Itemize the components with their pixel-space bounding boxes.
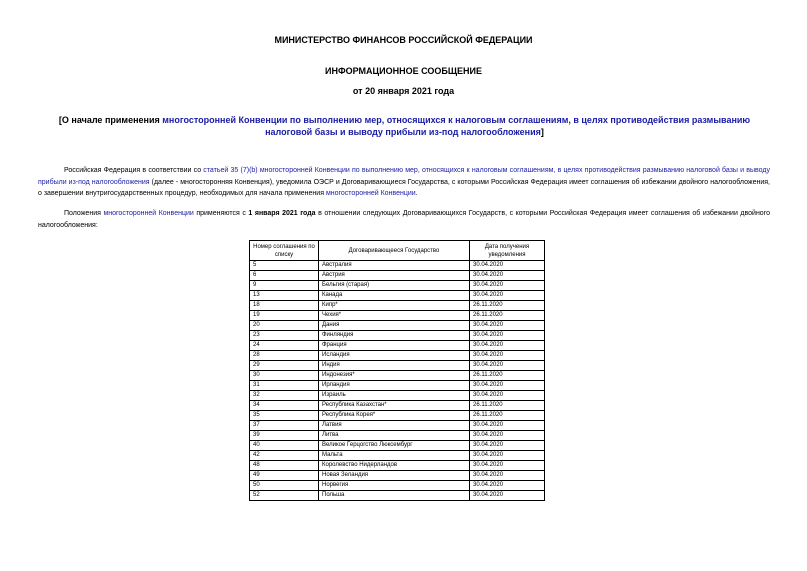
cell-agreement-number: 34 (250, 401, 319, 411)
cell-contracting-state: Австралия (319, 261, 470, 271)
cell-notification-date: 30.04.2020 (470, 361, 545, 371)
cell-contracting-state: Австрия (319, 271, 470, 281)
cell-contracting-state: Чехия* (319, 311, 470, 321)
table-row (250, 341, 545, 351)
table-row (250, 461, 545, 471)
table-row (250, 391, 545, 401)
table-row (250, 361, 545, 371)
cell-notification-date: 30.04.2020 (470, 481, 545, 491)
cell-contracting-state: Дания (319, 321, 470, 331)
table-row (250, 441, 545, 451)
cell-contracting-state: Франция (319, 341, 470, 351)
cell-contracting-state: Норвегия (319, 481, 470, 491)
paragraph-application (38, 208, 770, 231)
p2-text-c: в отношении следующих Договаривающихся Государств, с которыми Российская Федерация имеет соглашения об избежании двойного налогообложения: (38, 210, 770, 229)
table-row (250, 281, 545, 291)
cell-contracting-state: Канада (319, 291, 470, 301)
cell-contracting-state: Бельгия (старая) (319, 281, 470, 291)
cell-agreement-number: 40 (250, 441, 319, 451)
cell-contracting-state: Исландия (319, 351, 470, 361)
table-row (250, 261, 545, 271)
cell-contracting-state: Ирландия (319, 381, 470, 391)
cell-agreement-number: 30 (250, 371, 319, 381)
article-35-link[interactable]: статьей 35 (7)(b) многосторонней Конвенции по выполнению мер, относящихся к налоговым соглашениям, в целях противодействия размыванию налоговой базы и выводу прибыли из-под налогообложения (38, 167, 770, 186)
p1-text-c: . (415, 190, 418, 197)
table-row (250, 431, 545, 441)
cell-agreement-number: 37 (250, 421, 319, 431)
effective-date: 1 января 2021 года (248, 210, 316, 217)
header-notification-date: Дата получения уведомления (470, 241, 545, 261)
cell-contracting-state: Индия (319, 361, 470, 371)
p1-text-b: (далее - многосторонняя Конвенция), уведомила ОЭСР и Договаривающиеся Государства, с которыми Российская Федерация имеет соглашения об избежании двойного налогообложения, о завершении внутригосударственных процедур, необходимых для начала применения (38, 178, 770, 197)
cell-contracting-state: Новая Зеландия (319, 471, 470, 481)
cell-contracting-state: Индонезия* (319, 371, 470, 381)
p1-text-a: Российская Федерация в соответствии со (64, 167, 204, 174)
cell-contracting-state: Великое Герцогство Люксембург (319, 441, 470, 451)
table-row (250, 451, 545, 461)
cell-contracting-state: Мальта (319, 451, 470, 461)
cell-agreement-number: 13 (250, 291, 319, 301)
cell-agreement-number: 31 (250, 381, 319, 391)
cell-notification-date: 30.04.2020 (470, 261, 545, 271)
cell-notification-date: 26.11.2020 (470, 401, 545, 411)
cell-agreement-number: 6 (250, 271, 319, 281)
cell-agreement-number: 50 (250, 481, 319, 491)
convention-link[interactable]: многосторонней Конвенции (325, 190, 416, 197)
table-row (250, 351, 545, 361)
table-row (250, 371, 545, 381)
contracting-states-table (249, 240, 545, 501)
document-date: от 20 января 2021 года (352, 86, 455, 96)
table-row (250, 321, 545, 331)
cell-agreement-number: 39 (250, 431, 319, 441)
table-row (250, 271, 545, 281)
title-open-text: [О начале применения (58, 115, 163, 125)
title-close-text: ] (540, 127, 544, 137)
cell-notification-date: 30.04.2020 (470, 381, 545, 391)
table-header-row (250, 241, 545, 261)
table-row (250, 301, 545, 311)
document-title (36, 114, 773, 138)
cell-contracting-state: Израиль (319, 391, 470, 401)
table-row (250, 481, 545, 491)
cell-agreement-number: 18 (250, 301, 319, 311)
table-row (250, 491, 545, 501)
table-row (250, 291, 545, 301)
cell-notification-date: 30.04.2020 (470, 351, 545, 361)
table-row (250, 411, 545, 421)
table-row (250, 311, 545, 321)
header-agreement-number: Номер соглашения по списку (250, 241, 319, 261)
cell-agreement-number: 42 (250, 451, 319, 461)
cell-notification-date: 30.04.2020 (470, 441, 545, 451)
cell-agreement-number: 9 (250, 281, 319, 291)
cell-notification-date: 30.04.2020 (470, 391, 545, 401)
cell-notification-date: 30.04.2020 (470, 461, 545, 471)
paragraph-notification (38, 165, 770, 200)
convention-link-2[interactable]: многосторонней Конвенции (103, 210, 194, 217)
table-row (250, 471, 545, 481)
table-row (250, 381, 545, 391)
cell-notification-date: 30.04.2020 (470, 421, 545, 431)
cell-notification-date: 30.04.2020 (470, 341, 545, 351)
cell-notification-date: 26.11.2020 (470, 301, 545, 311)
cell-notification-date: 26.11.2020 (470, 311, 545, 321)
table-row (250, 401, 545, 411)
p2-text-a: Положения (64, 210, 104, 217)
cell-notification-date: 30.04.2020 (470, 451, 545, 461)
cell-notification-date: 30.04.2020 (470, 271, 545, 281)
ministry-heading: МИНИСТЕРСТВО ФИНАНСОВ РОССИЙСКОЙ ФЕДЕРАЦИИ (274, 35, 533, 45)
cell-contracting-state: Финляндия (319, 331, 470, 341)
cell-contracting-state: Литва (319, 431, 470, 441)
cell-notification-date: 26.11.2020 (470, 371, 545, 381)
header-contracting-state: Договаривающееся Государство (319, 241, 470, 261)
cell-contracting-state: Республика Корея* (319, 411, 470, 421)
cell-notification-date: 30.04.2020 (470, 321, 545, 331)
cell-agreement-number: 5 (250, 261, 319, 271)
cell-notification-date: 30.04.2020 (470, 431, 545, 441)
cell-notification-date: 30.04.2020 (470, 491, 545, 501)
cell-notification-date: 30.04.2020 (470, 331, 545, 341)
document-type-heading: ИНФОРМАЦИОННОЕ СООБЩЕНИЕ (325, 66, 482, 76)
cell-agreement-number: 29 (250, 361, 319, 371)
table-row (250, 331, 545, 341)
cell-agreement-number: 24 (250, 341, 319, 351)
cell-contracting-state: Кипр* (319, 301, 470, 311)
cell-contracting-state: Латвия (319, 421, 470, 431)
p2-text-b: применяются с (193, 210, 249, 217)
cell-agreement-number: 49 (250, 471, 319, 481)
convention-title-link[interactable]: многосторонней Конвенции по выполнению мер, относящихся к налоговым соглашениям, в целях противодействия размыванию налоговой базы и выводу прибыли из-под налогообложения (162, 115, 751, 137)
cell-agreement-number: 19 (250, 311, 319, 321)
cell-agreement-number: 20 (250, 321, 319, 331)
cell-contracting-state: Королевство Нидерландов (319, 461, 470, 471)
cell-agreement-number: 32 (250, 391, 319, 401)
table-body (250, 261, 545, 501)
cell-notification-date: 30.04.2020 (470, 471, 545, 481)
cell-agreement-number: 35 (250, 411, 319, 421)
cell-contracting-state: Польша (319, 491, 470, 501)
cell-agreement-number: 48 (250, 461, 319, 471)
cell-notification-date: 30.04.2020 (470, 291, 545, 301)
cell-notification-date: 30.04.2020 (470, 281, 545, 291)
cell-notification-date: 26.11.2020 (470, 411, 545, 421)
cell-contracting-state: Республика Казахстан* (319, 401, 470, 411)
cell-agreement-number: 28 (250, 351, 319, 361)
cell-agreement-number: 52 (250, 491, 319, 501)
cell-agreement-number: 23 (250, 331, 319, 341)
table-row (250, 421, 545, 431)
